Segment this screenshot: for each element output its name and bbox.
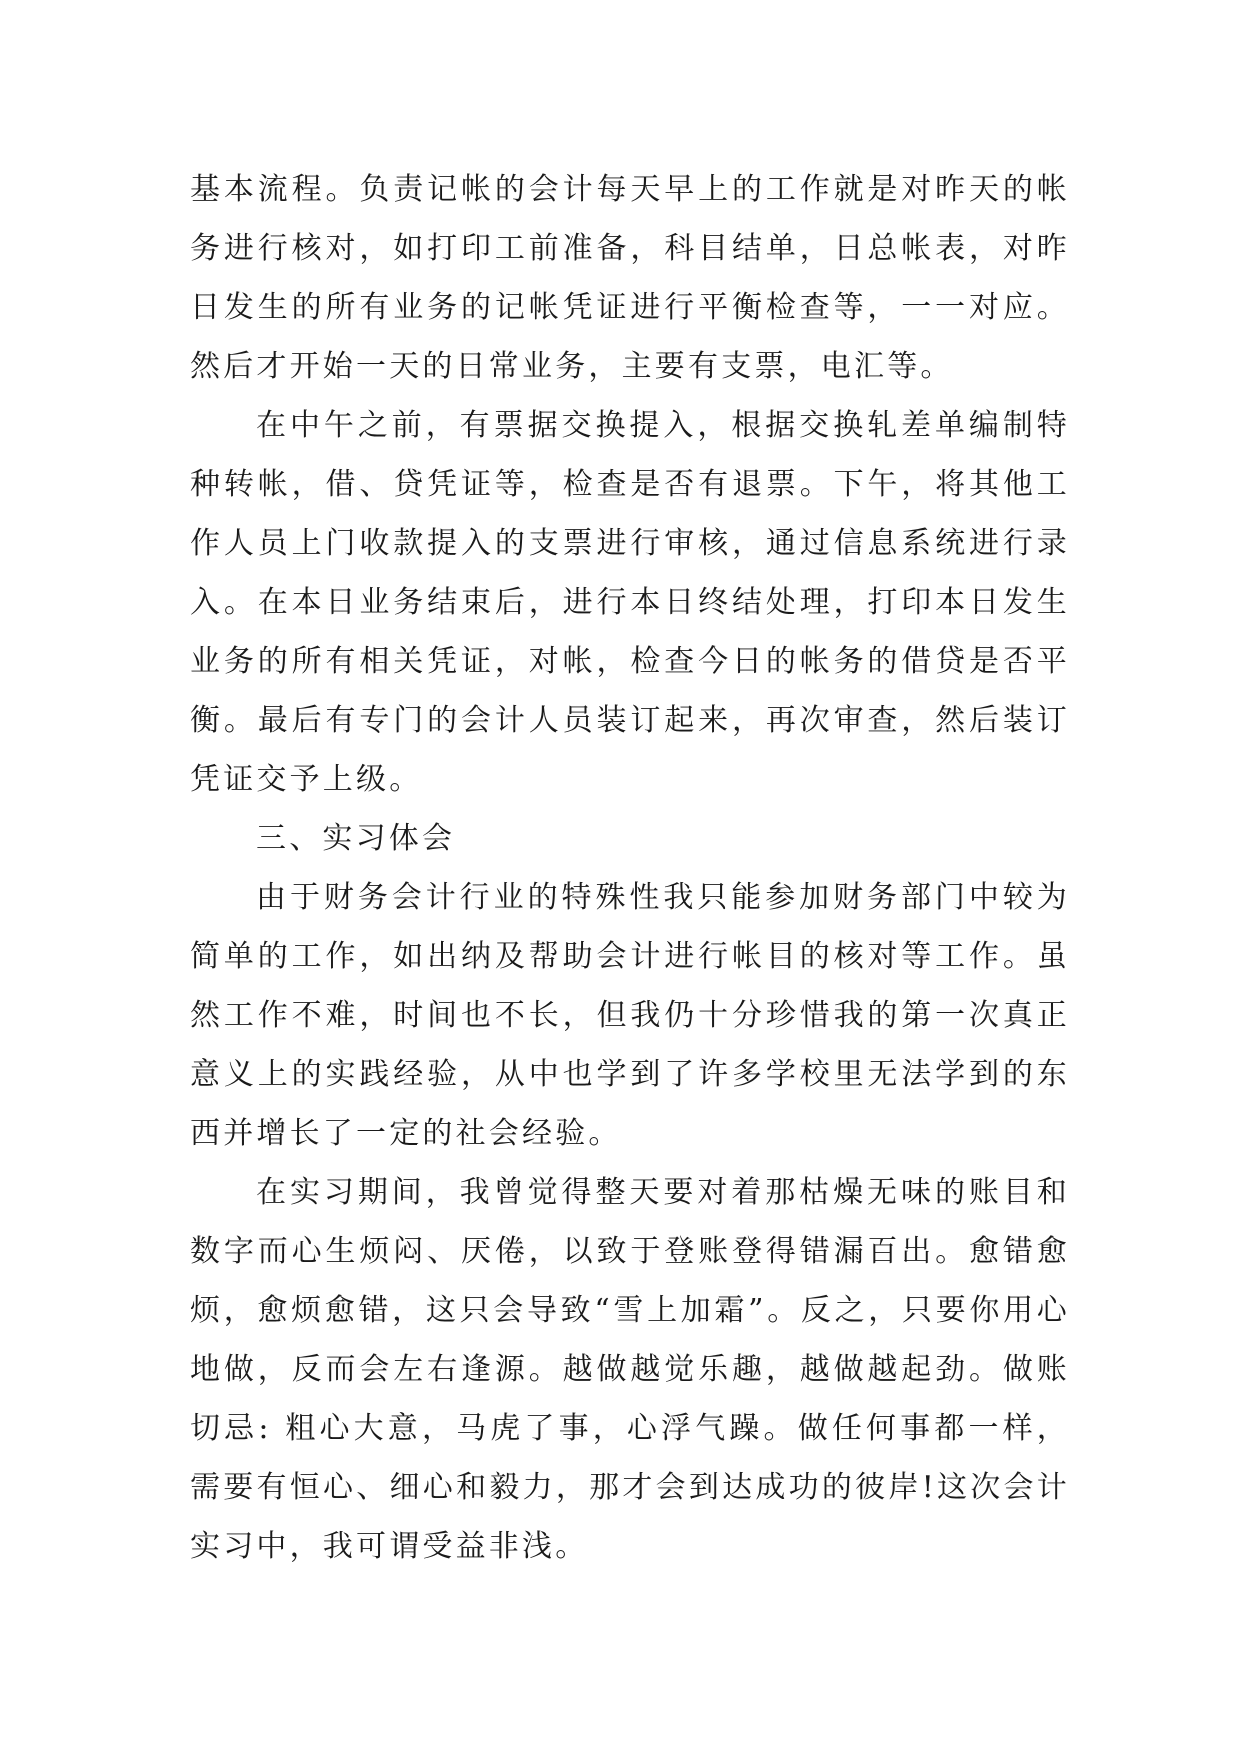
paragraph-internship-experience: 由于财务会计行业的特殊性我只能参加财务部门中较为简单的工作，如出纳及帮助会计进行帐目的核对等工作。虽然工作不难，时间也不长，但我仍十分珍惜我的第一次真正意义上的实践经验，从中也学到了许多学校里无法学到的东西并增长了一定的社会经验。 [190, 880, 1070, 1151]
section-heading: 三、实习体会 [256, 821, 456, 856]
document-body [190, 160, 1070, 1576]
paragraph-continuation: 基本流程。负责记帐的会计每天早上的工作就是对昨天的帐务进行核对，如打印工前准备，科目结单，日总帐表，对昨日发生的所有业务的记帐凭证进行平衡检查等，一一对应。然后才开始一天的日常业务，主要有支票，电汇等。 [190, 172, 1070, 384]
paragraph-reflection: 在实习期间，我曾觉得整天要对着那枯燥无味的账目和数字而心生烦闷、厌倦，以致于登账登得错漏百出。愈错愈烦，愈烦愈错，这只会导致“雪上加霜”。反之，只要你用心地做，反而会左右逢源。越做越觉乐趣，越做越起劲。做账切忌: 粗心大意，马虎了事，心浮气躁。做任何事都一样，需要有恒心、细心和毅力，那才会到达成功的彼岸!这次会计实习中，我可谓受益非浅。 [190, 1175, 1070, 1564]
paragraph-midday-work: 在中午之前，有票据交换提入，根据交换轧差单编制特种转帐，借、贷凭证等，检查是否有退票。下午，将其他工作人员上门收款提入的支票进行审核，通过信息系统进行录入。在本日业务结束后，进行本日终结处理，打印本日发生业务的所有相关凭证，对帐，检查今日的帐务的借贷是否平衡。最后有专门的会计人员装订起来，再次审查，然后装订凭证交予上级。 [190, 408, 1070, 797]
